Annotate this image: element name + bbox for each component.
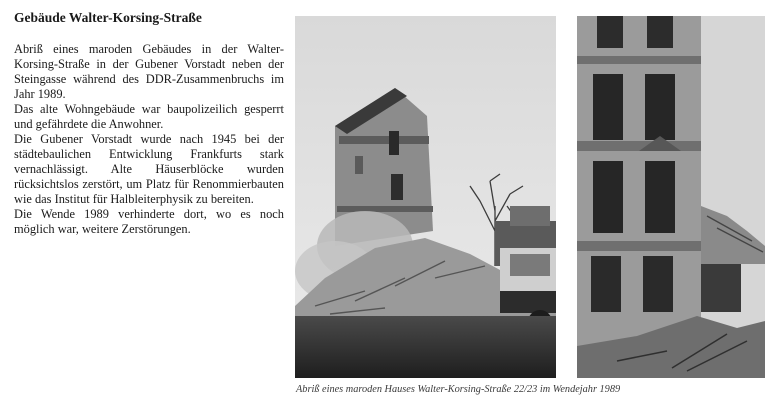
paragraph-1: Abriß eines maroden Gebäudes in der Walter-Korsing-Straße in der Gubener Vorstadt neben der Steingasse während des DDR-Zusammenbruchs im Jahr 1989. xyxy=(14,42,284,101)
photo-caption: Abriß eines maroden Hauses Walter-Korsing-Straße 22/23 im Wendejahr 1989 xyxy=(296,384,621,395)
demolition-photo-rubble xyxy=(295,16,556,378)
article-body xyxy=(14,42,284,237)
article-text-column xyxy=(14,10,284,237)
paragraph-3: Die Gubener Vorstadt wurde nach 1945 bei der städtebaulichen Entwicklung Frankfurts stark vernachlässigt. Alte Häuserblöcke wurden rücksichtslos zerstört, um Platz für Renommierbauten wie das Institut für Halbleiterphysik zu bereiten. xyxy=(14,132,284,206)
paragraph-4: Die Wende 1989 verhinderte dort, wo es noch möglich war, weitere Zerstörungen. xyxy=(14,207,284,236)
demolition-photo-facade xyxy=(577,16,765,378)
paragraph-2: Das alte Wohngebäude war baupolizeilich gesperrt und gefährdete die Anwohner. xyxy=(14,102,284,131)
article-title: Gebäude Walter-Korsing-Straße xyxy=(14,10,202,25)
